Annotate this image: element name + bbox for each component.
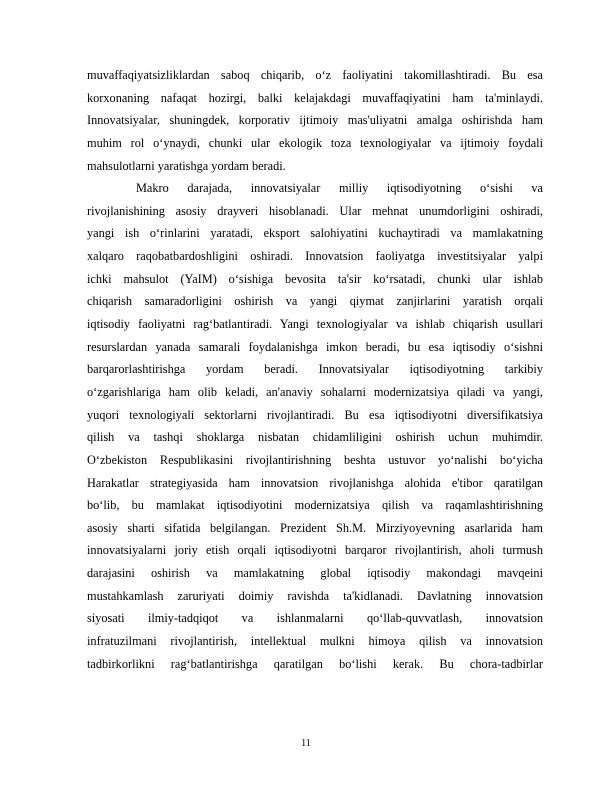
text-line: qilish va tashqi shoklarga nisbatan chidamliligini oshirish uchun muhimdir. bbox=[87, 430, 543, 445]
text-line: tadbirkorlikni ragʻbatlantirishga qaratilgan boʻlishi kerak. Bu chora-tadbirlar bbox=[87, 656, 543, 671]
text-line: muhim rol oʻynaydi, chunki ular ekologik toza texnologiyalar va ijtimoiy foydali bbox=[87, 135, 543, 150]
paragraph-end-line: mahsulotlarni yaratishga yordam beradi. bbox=[87, 158, 286, 173]
text-line: innovatsiyalarni joriy etish orqali iqtisodiyotni barqaror rivojlantirish, aholi turmush bbox=[87, 543, 543, 558]
page-number: 11 bbox=[301, 738, 311, 749]
text-line: xalqaro raqobatbardoshligini oshiradi. Innovatsion faoliyatga investitsiyalar yalpi bbox=[87, 249, 543, 264]
text-line: mustahkamlash zaruriyati doimiy ravishda ta'kidlanadi. Davlatning innovatsion bbox=[87, 588, 543, 603]
text-line: yangi ish oʻrinlarini yaratadi, eksport salohiyatini kuchaytiradi va mamlakatning bbox=[87, 226, 543, 241]
text-line: oʻzgarishlariga ham olib keladi, an'anaviy sohalarni modernizatsiya qiladi va yangi, bbox=[87, 384, 543, 399]
text-line: asosiy sharti sifatida belgilangan. Prezident Sh.M. Mirziyoyevning asarlarida ham bbox=[87, 520, 543, 535]
text-line: siyosati ilmiy-tadqiqot va ishlanmalarni qoʻllab-quvvatlash, innovatsion bbox=[87, 611, 543, 626]
text-line: Oʻzbekiston Respublikasini rivojlantirishning beshta ustuvor yoʻnalishi boʻyicha bbox=[87, 452, 543, 467]
paragraph-start-line: Makro darajada, innovatsiyalar milliy iqtisodiyotning oʻsishi va bbox=[136, 181, 543, 196]
text-line: ichki mahsulot (YaIM) oʻsishiga bevosita ta'sir koʻrsatadi, chunki ular ishlab bbox=[87, 271, 543, 286]
text-line: yuqori texnologiyali sektorlarni rivojlantiradi. Bu esa iqtisodiyotni diversifikatsiya bbox=[87, 407, 543, 422]
text-line: boʻlib, bu mamlakat iqtisodiyotini modernizatsiya qilish va raqamlashtirishning bbox=[87, 498, 543, 513]
text-line: Innovatsiyalar, shuningdek, korporativ ijtimoiy mas'uliyatni amalga oshirishda ham bbox=[87, 113, 543, 128]
text-line: korxonaning nafaqat hozirgi, balki kelajakdagi muvaffaqiyatini ham ta'minlaydi. bbox=[87, 90, 543, 105]
text-line: iqtisodiy faoliyatni ragʻbatlantiradi. Yangi texnologiyalar va ishlab chiqarish usullari bbox=[87, 317, 543, 332]
text-line: darajasini oshirish va mamlakatning global iqtisodiy makondagi mavqeini bbox=[87, 566, 543, 581]
text-line: infratuzilmani rivojlantirish, intellektual mulkni himoya qilish va innovatsion bbox=[87, 634, 543, 649]
text-line: barqarorlashtirishga yordam beradi. Innovatsiyalar iqtisodiyotning tarkibiy bbox=[87, 362, 543, 377]
body-text bbox=[87, 64, 543, 675]
text-line: chiqarish samaradorligini oshirish va yangi qiymat zanjirlarini yaratish orqali bbox=[87, 294, 543, 309]
text-line: muvaffaqiyatsizliklardan saboq chiqarib, oʻz faoliyatini takomillashtiradi. Bu esa bbox=[87, 68, 543, 82]
text-line: resurslardan yanada samarali foydalanishga imkon beradi, bu esa iqtisodiy oʻsishni bbox=[87, 339, 543, 354]
text-line: Harakatlar strategiyasida ham innovatsion rivojlanishga alohida e'tibor qaratilgan bbox=[87, 475, 543, 490]
text-line: rivojlanishining asosiy drayveri hisoblanadi. Ular mehnat unumdorligini oshiradi, bbox=[87, 203, 543, 218]
